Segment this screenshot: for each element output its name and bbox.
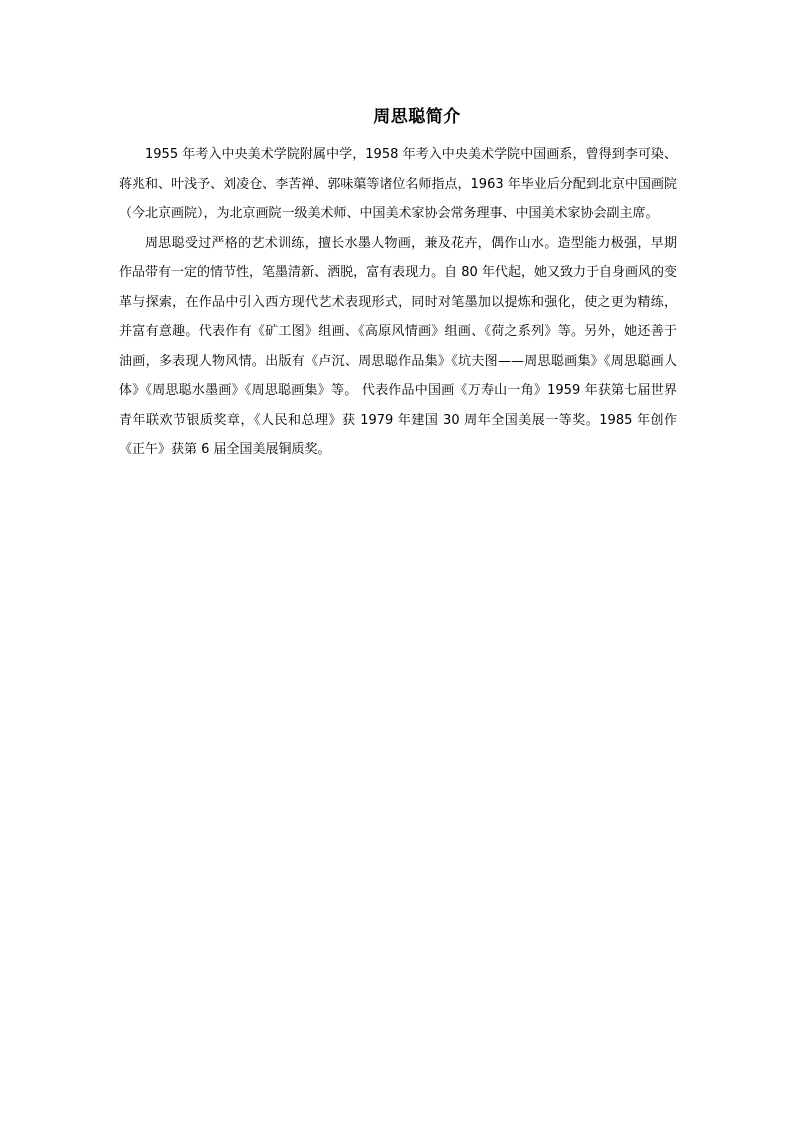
paragraph-education: 1955 年考入中央美术学院附属中学，1958 年考入中央美术学院中国画系，曾得到李可染、蒋兆和、叶浅予、刘凌仓、李苦禅、郭味蕖等诸位名师指点，1963 年毕业后分配到北京中国画院（今北京画院），为北京画院一级美术师、中国美术家协会常务理事、中国美术家协会副主席。	[119, 147, 677, 221]
paragraph-career: 周思聪受过严格的艺术训练，擅长水墨人物画，兼及花卉，偶作山水。造型能力极强，早期作品带有一定的情节性，笔墨清新、洒脱，富有表现力。自 80 年代起，她又致力于自身画风的变革与探索，在作品中引入西方现代艺术表现形式，同时对笔墨加以提炼和强化，使之更为精练，并富有意趣。代表作有《矿工图》组画、《高原风情画》组画、《荷之系列》等。另外，她还善于油画，多表现人物风情。出版有《卢沉、周思聪作品集》《坑夫图——周思聪画集》《周思聪画人体》《周思聪水墨画》《周思聪画集》等。 代表作品中国画《万寿山一角》1959 年获第七届世界青年联欢节银质奖章，《人民和总理》获 1979 年建国 30 周年全国美展一等奖。1985 年创作《正午》获第 6 届全国美展铜质奖。	[119, 235, 677, 457]
document-title: 周思聪简介	[373, 107, 461, 127]
document-body	[119, 140, 677, 465]
